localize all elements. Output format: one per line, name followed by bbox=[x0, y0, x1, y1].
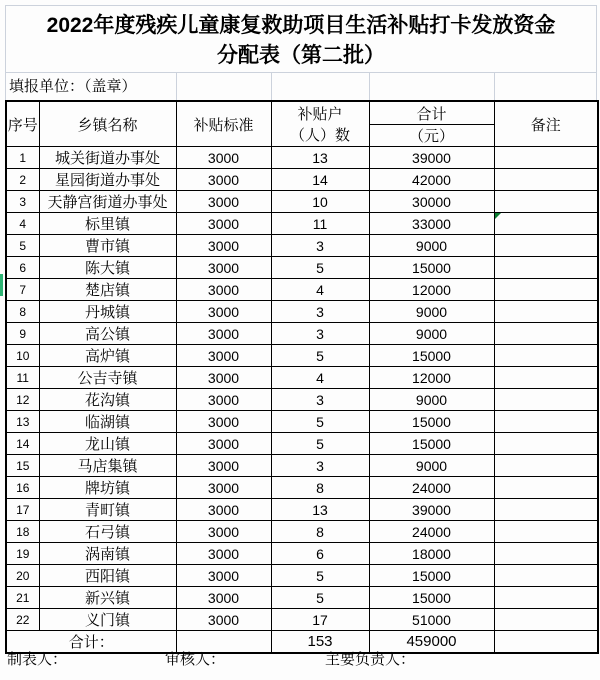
cell-standard: 3000 bbox=[176, 301, 271, 323]
cell-remark bbox=[494, 191, 598, 213]
table-row bbox=[6, 455, 598, 477]
table-row bbox=[6, 389, 598, 411]
table-row bbox=[6, 565, 598, 587]
cell-index: 14 bbox=[6, 433, 39, 455]
cell-count: 5 bbox=[271, 565, 369, 587]
cell-remark bbox=[494, 301, 598, 323]
total-count: 153 bbox=[271, 631, 369, 654]
cell-count: 10 bbox=[271, 191, 369, 213]
cell-township: 西阳镇 bbox=[39, 565, 176, 587]
cell-township: 陈大镇 bbox=[39, 257, 176, 279]
cell-remark bbox=[494, 147, 598, 169]
cell-standard: 3000 bbox=[176, 543, 271, 565]
cell-standard: 3000 bbox=[176, 147, 271, 169]
table-row bbox=[6, 499, 598, 521]
filing-unit-label: 填报单位：（盖章） bbox=[9, 78, 137, 95]
cell-township: 牌坊镇 bbox=[39, 477, 176, 499]
cell-township: 新兴镇 bbox=[39, 587, 176, 609]
cell-standard: 3000 bbox=[176, 477, 271, 499]
table-row bbox=[6, 169, 598, 191]
cell-standard: 3000 bbox=[176, 521, 271, 543]
total-amount: 459000 bbox=[369, 631, 494, 654]
cell-index: 22 bbox=[6, 609, 39, 631]
cell-standard: 3000 bbox=[176, 345, 271, 367]
cell-index: 21 bbox=[6, 587, 39, 609]
cell-total: 9000 bbox=[369, 323, 494, 345]
cell-index: 18 bbox=[6, 521, 39, 543]
cell-total: 15000 bbox=[369, 411, 494, 433]
cell-total: 9000 bbox=[369, 301, 494, 323]
cell-index: 11 bbox=[6, 367, 39, 389]
cell-township: 高炉镇 bbox=[39, 345, 176, 367]
cell-standard: 3000 bbox=[176, 169, 271, 191]
cell-remark bbox=[494, 279, 598, 301]
cell-total: 18000 bbox=[369, 543, 494, 565]
table-row bbox=[6, 323, 598, 345]
cell-total: 51000 bbox=[369, 609, 494, 631]
signature-row bbox=[0, 645, 600, 675]
header-households bbox=[271, 101, 369, 147]
cell-count: 3 bbox=[271, 235, 369, 257]
cell-township: 丹城镇 bbox=[39, 301, 176, 323]
cell-remark bbox=[494, 169, 598, 191]
cell-remark bbox=[494, 235, 598, 257]
cell-index: 13 bbox=[6, 411, 39, 433]
header-total: 合计 bbox=[369, 101, 494, 125]
title-line-2: 分配表（第二批） bbox=[217, 44, 385, 67]
cell-remark bbox=[494, 455, 598, 477]
cell-township: 曹市镇 bbox=[39, 235, 176, 257]
table-row bbox=[6, 147, 598, 169]
cell-index: 1 bbox=[6, 147, 39, 169]
cell-remark bbox=[494, 499, 598, 521]
cell-count: 3 bbox=[271, 389, 369, 411]
cell-standard: 3000 bbox=[176, 191, 271, 213]
reviewer-label: 审核人： bbox=[165, 651, 226, 668]
cell-total: 39000 bbox=[369, 147, 494, 169]
header-index: 序号 bbox=[6, 101, 39, 147]
cell-index: 4 bbox=[6, 213, 39, 235]
cell-total: 15000 bbox=[369, 587, 494, 609]
cell-township: 石弓镇 bbox=[39, 521, 176, 543]
cell-count: 4 bbox=[271, 279, 369, 301]
cell-total: 15000 bbox=[369, 345, 494, 367]
cell-standard: 3000 bbox=[176, 323, 271, 345]
page-title bbox=[5, 5, 597, 72]
gridline bbox=[369, 73, 370, 100]
cell-total: 9000 bbox=[369, 455, 494, 477]
header-households-line2: （人）数 bbox=[289, 127, 350, 144]
cell-remark bbox=[494, 389, 598, 411]
cell-index: 5 bbox=[6, 235, 39, 257]
table-row bbox=[6, 345, 598, 367]
cell-count: 5 bbox=[271, 433, 369, 455]
cell-remark bbox=[494, 477, 598, 499]
table-row bbox=[6, 609, 598, 631]
table-row bbox=[6, 301, 598, 323]
cell-remark bbox=[494, 433, 598, 455]
cell-index: 9 bbox=[6, 323, 39, 345]
cell-standard: 3000 bbox=[176, 565, 271, 587]
cell-township: 高公镇 bbox=[39, 323, 176, 345]
cell-remark bbox=[494, 565, 598, 587]
cell-standard: 3000 bbox=[176, 389, 271, 411]
cell-total: 24000 bbox=[369, 477, 494, 499]
cell-total: 9000 bbox=[369, 235, 494, 257]
cell-count: 14 bbox=[271, 169, 369, 191]
cell-count: 3 bbox=[271, 301, 369, 323]
cell-index: 7 bbox=[6, 279, 39, 301]
cell-index: 10 bbox=[6, 345, 39, 367]
cell-standard: 3000 bbox=[176, 499, 271, 521]
cell-index: 15 bbox=[6, 455, 39, 477]
cell-count: 4 bbox=[271, 367, 369, 389]
cell-remark bbox=[494, 411, 598, 433]
cell-township: 临湖镇 bbox=[39, 411, 176, 433]
cell-township: 马店集镇 bbox=[39, 455, 176, 477]
gridline bbox=[494, 73, 495, 100]
cell-index: 8 bbox=[6, 301, 39, 323]
preparer-label: 制表人： bbox=[7, 651, 68, 668]
cell-count: 17 bbox=[271, 609, 369, 631]
cell-standard: 3000 bbox=[176, 433, 271, 455]
cell-township: 星园街道办事处 bbox=[39, 169, 176, 191]
cell-total: 15000 bbox=[369, 257, 494, 279]
cell-township: 青町镇 bbox=[39, 499, 176, 521]
cell-remark bbox=[494, 323, 598, 345]
table-row bbox=[6, 543, 598, 565]
cell-remark bbox=[494, 345, 598, 367]
cell-index: 2 bbox=[6, 169, 39, 191]
row-highlight-marker bbox=[0, 274, 3, 296]
cell-count: 5 bbox=[271, 587, 369, 609]
cell-count: 5 bbox=[271, 257, 369, 279]
cell-index: 19 bbox=[6, 543, 39, 565]
cell-count: 13 bbox=[271, 147, 369, 169]
header-total-unit: （元） bbox=[369, 125, 494, 147]
cell-remark bbox=[494, 213, 598, 235]
cell-total: 39000 bbox=[369, 499, 494, 521]
cell-remark bbox=[494, 609, 598, 631]
cell-standard: 3000 bbox=[176, 279, 271, 301]
cell-count: 13 bbox=[271, 499, 369, 521]
cell-remark bbox=[494, 257, 598, 279]
cell-standard: 3000 bbox=[176, 587, 271, 609]
table-header bbox=[6, 101, 598, 147]
cell-township: 涡南镇 bbox=[39, 543, 176, 565]
cell-township: 天静宫街道办事处 bbox=[39, 191, 176, 213]
cell-total: 15000 bbox=[369, 433, 494, 455]
cell-remark bbox=[494, 367, 598, 389]
cell-standard: 3000 bbox=[176, 411, 271, 433]
cell-remark bbox=[494, 587, 598, 609]
table-row bbox=[6, 411, 598, 433]
table-row bbox=[6, 433, 598, 455]
cell-township: 城关街道办事处 bbox=[39, 147, 176, 169]
cell-remark bbox=[494, 543, 598, 565]
cell-township: 标里镇 bbox=[39, 213, 176, 235]
table-row bbox=[6, 587, 598, 609]
gridline bbox=[271, 73, 272, 100]
cell-total: 9000 bbox=[369, 389, 494, 411]
responsible-label: 主要负责人： bbox=[325, 651, 416, 668]
cell-count: 3 bbox=[271, 323, 369, 345]
cell-count: 5 bbox=[271, 411, 369, 433]
cell-count: 11 bbox=[271, 213, 369, 235]
table-row bbox=[6, 521, 598, 543]
allocation-table bbox=[5, 100, 599, 654]
table-row bbox=[6, 477, 598, 499]
cell-standard: 3000 bbox=[176, 235, 271, 257]
table-body bbox=[6, 147, 598, 631]
cell-total: 12000 bbox=[369, 279, 494, 301]
title-line-1: 2022年度残疾儿童康复救助项目生活补贴打卡发放资金 bbox=[46, 14, 556, 37]
cell-index: 17 bbox=[6, 499, 39, 521]
total-label: 合计： bbox=[6, 631, 176, 654]
cell-index: 20 bbox=[6, 565, 39, 587]
cell-township: 楚店镇 bbox=[39, 279, 176, 301]
cell-index: 6 bbox=[6, 257, 39, 279]
header-township: 乡镇名称 bbox=[39, 101, 176, 147]
cell-standard: 3000 bbox=[176, 609, 271, 631]
cell-total: 12000 bbox=[369, 367, 494, 389]
table-row bbox=[6, 191, 598, 213]
cell-total: 24000 bbox=[369, 521, 494, 543]
cell-count: 8 bbox=[271, 521, 369, 543]
cell-total: 42000 bbox=[369, 169, 494, 191]
cell-standard: 3000 bbox=[176, 213, 271, 235]
cell-township: 龙山镇 bbox=[39, 433, 176, 455]
table-row bbox=[6, 257, 598, 279]
cell-count: 8 bbox=[271, 477, 369, 499]
table-row bbox=[6, 235, 598, 257]
header-standard: 补贴标准 bbox=[176, 101, 271, 147]
cell-total: 15000 bbox=[369, 565, 494, 587]
table-row bbox=[6, 213, 598, 235]
cell-township: 公吉寺镇 bbox=[39, 367, 176, 389]
gridline bbox=[176, 73, 177, 100]
cell-index: 16 bbox=[6, 477, 39, 499]
cell-index: 3 bbox=[6, 191, 39, 213]
filing-unit-row bbox=[5, 72, 597, 100]
header-remark: 备注 bbox=[494, 101, 598, 147]
cell-standard: 3000 bbox=[176, 455, 271, 477]
cell-township: 义门镇 bbox=[39, 609, 176, 631]
table-row bbox=[6, 279, 598, 301]
cell-remark bbox=[494, 521, 598, 543]
cell-index: 12 bbox=[6, 389, 39, 411]
cell-township: 花沟镇 bbox=[39, 389, 176, 411]
cell-total: 30000 bbox=[369, 191, 494, 213]
cell-total: 33000 bbox=[369, 213, 494, 235]
cell-count: 5 bbox=[271, 345, 369, 367]
cell-count: 3 bbox=[271, 455, 369, 477]
cell-standard: 3000 bbox=[176, 257, 271, 279]
cell-standard: 3000 bbox=[176, 367, 271, 389]
header-households-line1: 补贴户 bbox=[297, 106, 343, 123]
cell-count: 6 bbox=[271, 543, 369, 565]
table-row bbox=[6, 367, 598, 389]
